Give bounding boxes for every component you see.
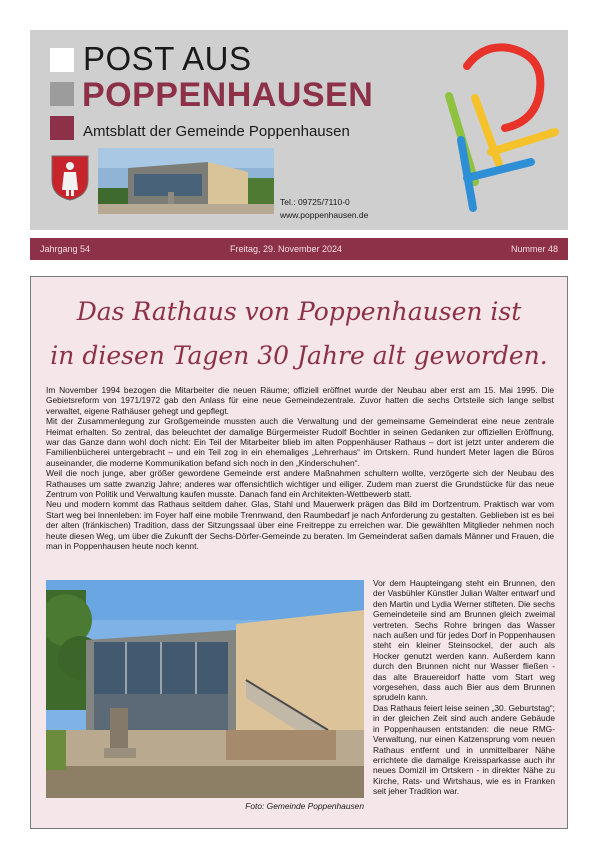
volume-label: Jahrgang 54 [40, 244, 91, 254]
masthead-subtitle: Amtsblatt der Gemeinde Poppenhausen [83, 123, 350, 140]
contact-phone: Tel.: 09725/7110-0 [280, 197, 350, 207]
contact-website: www.poppenhausen.de [280, 210, 369, 220]
contact-info [280, 196, 368, 222]
masthead-square-white [50, 48, 74, 72]
masthead-square-red [50, 116, 74, 140]
article-box [30, 276, 568, 829]
article-headline-line1: Das Rathaus von Poppenhausen ist [76, 297, 522, 326]
coat-of-arms-icon [50, 154, 90, 202]
article-paragraph: Weil die noch junge, aber größer gewordene Gemeinde erst andere Maßnahmen schultern wollte, verzögerte sich der Neubau des Rathauses um satte zwanzig Jahre; anderes war offensichtlich wichtiger und eiliger. Zudem man zuerst die Grundstücke für das neue Zentrum von Politik und Verwaltung kaufen musste. Danach fand ein Architekten-Wettbewerb statt. [46, 468, 554, 500]
article-headline-line2: in diesen Tagen 30 Jahre alt geworden. [50, 341, 548, 370]
article-paragraph: Mit der Zusammenlegung zur Großgemeinde mussten auch die Verwaltung und der gemeinsame Gemeinderat eine neue zentrale Heimat erhalten. So zentral, das beleuchtet der damalige Bürgermeister Rudolf Bochtler in seinen Gedanken zur offiziellen Eröffnung, war das Ganze dann wohl doch nicht: Ein Teil der Mitarbeiter blieb im alten Poppenhäuser Rathaus – dort ist jetzt unter anderem die Familienbücherei untergebracht – und ein Teil zog in ein ehemaliges „Lehrerhaus“ im Ortskern. Rund hundert Meter lagen die Büros auseinander, die moderne Kommunikation befand sich noch in den „Kinderschuhen“. [46, 416, 554, 468]
article-paragraph: Neu und modern kommt das Rathaus seitdem daher. Glas, Stahl und Mauerwerk prägen das Bild im Dorfzentrum. Praktisch war vom Start weg bei Innenleben: im Foyer half eine mobile Trennwand, den Raumbedarf je nach Anforderung zu gestalten. Geblieben ist es bei der alten (fränkischen) Tradition, dass der Sitzungssaal über eine Freitreppe zu erreichen war. Die gewählten Mitglieder nehmen noch heute diesen Weg, um über die Zukunft der Sechs-Dörfer-Gemeinde zu beraten. Im Gemeinderat saßen damals Männer und Frauen, die man in Poppenhausen heute noch kennt. [46, 499, 554, 552]
article-side-column [373, 578, 555, 797]
poppenhausen-logo-icon [443, 40, 563, 216]
masthead-square-grey [50, 82, 74, 106]
town-hall-thumbnail-image [98, 148, 274, 214]
town-hall-photo-image [46, 580, 364, 798]
article-paragraph: Im November 1994 bezogen die Mitarbeiter die neuen Räume; offiziell eröffnet wurde der Neubau aber erst am 15. Mai 1995. Die Gebietsreform von 1971/1972 gab den Anlass für eine neue Gemeindezentrale. Zuvor hatten die sechs Ortsteile sich lange selbst verwaltet, eigene Rathäuser gehegt und gepflegt. [46, 385, 554, 416]
issue-date: Freitag, 29. November 2024 [230, 244, 343, 254]
masthead [30, 30, 568, 230]
article-side-paragraph: Das Rathaus feiert leise seinen „30. Geburtstag“; in der gleichen Zeit sind auch andere Gebäude in Poppenhausen entstanden: die neue RMG-Verwaltung, nur einen Katzensprung vom neuen Rathaus entfernt und in unmittelbarer Nähe errichtete die damalige Kreissparkasse auch ihr neues Domizil im Ortskern - in direkter Nähe zu Kirche, Rats- und Wirtshaus, wie es in Franken seit jeher Tradition war. [373, 702, 555, 797]
masthead-title-line2: POPPENHAUSEN [82, 76, 374, 114]
issue-number: Nummer 48 [510, 244, 558, 254]
masthead-title-line1: POST AUS [83, 40, 252, 77]
article-side-paragraph: Vor dem Haupteingang steht ein Brunnen, den der Vasbühler Künstler Julian Walter entwarf und den Martin und Lydia Werner stifteten. Die sechs Gemeindeteile sind am Brunnen gleich zweimal vertreten. Sechs Rohre bringen das Wasser nach außen und für jedes Dorf in Poppenhausen steht ein kleiner Steinsockel, der auch als Hocker genutzt werden kann. Außerdem kann durch den Brunnen nicht nur Wasser fließen - das alte Brauereidorf hatte vom Start weg vorgesehen, dass auch Bier aus dem Brunnen sprudeln kann. [373, 578, 555, 703]
article-body [46, 385, 554, 552]
photo-caption: Foto: Gemeinde Poppenhausen [245, 801, 364, 811]
issue-info-bar [30, 238, 568, 260]
